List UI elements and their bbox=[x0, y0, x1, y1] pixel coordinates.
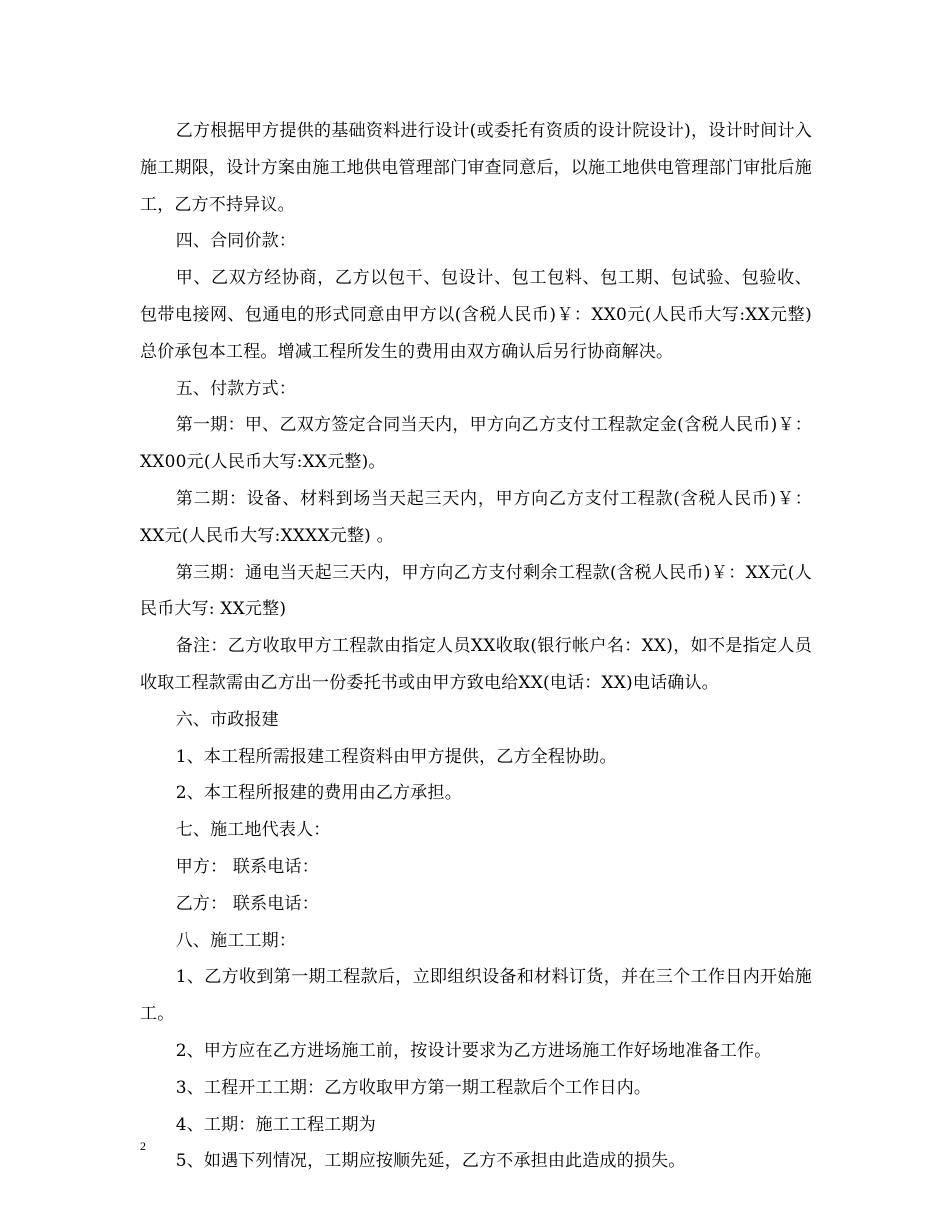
paragraph-period-item-5: 5、如遇下列情况，工期应按顺先延，乙方不承担由此造成的损失。 bbox=[175, 1151, 686, 1172]
paragraph-period-item-2: 2、甲方应在乙方进场施工前，按设计要求为乙方进场施工作好场地准备工作。 bbox=[175, 1040, 772, 1061]
paragraph-contract-price: 甲、乙双方经协商，乙方以包干、包设计、包工包料、包工期、包试验、包验收、包带电接网、包通电的形式同意由甲方以(含税人民币)￥：XX0元(人民币大写:XX元整)总价承包本工程。增减工程所发生的费用由双方确认后另行协商解决。 bbox=[140, 268, 812, 362]
heading-contract-price: 四、合同价款： bbox=[175, 231, 297, 252]
paragraph-period-item-4: 4、工期：施工工程工期为 bbox=[175, 1114, 376, 1135]
paragraph-payment-phase-1: 第一期：甲、乙双方签定合同当天内，甲方向乙方支付工程款定金(含税人民币)￥：XX00元(人民币大写:XX元整)。 bbox=[140, 415, 812, 473]
paragraph-filing-item-1: 1、本工程所需报建工程资料由甲方提供，乙方全程协助。 bbox=[175, 746, 617, 767]
paragraph-filing-item-2: 2、本工程所报建的费用由乙方承担。 bbox=[175, 783, 462, 804]
page-number: 2 bbox=[140, 1139, 146, 1153]
paragraph-payment-phase-3: 第三期：通电当天起三天内，甲方向乙方支付剩余工程款(含税人民币)￥：XX元(人民币大写: XX元整) bbox=[140, 562, 812, 620]
paragraph-party-b-contact: 乙方： 联系电话： bbox=[175, 893, 319, 914]
paragraph-design-clause: 乙方根据甲方提供的基础资料进行设计(或委托有资质的设计院设计)，设计时间计入施工期限，设计方案由施工地供电管理部门审查同意后，以施工地供电管理部门审批后施工，乙方不持异议。 bbox=[140, 121, 812, 215]
paragraph-payment-note: 备注：乙方收取甲方工程款由指定人员XX收取(银行帐户名：XX)，如不是指定人员收取工程款需由乙方出一份委托书或由甲方致电给XX(电话：XX)电话确认。 bbox=[140, 636, 812, 693]
heading-construction-period: 八、施工工期： bbox=[175, 930, 297, 951]
paragraph-period-item-1: 1、乙方收到第一期工程款后，立即组织设备和材料订货，并在三个工作日内开始施工。 bbox=[140, 967, 812, 1025]
paragraph-payment-phase-2: 第二期：设备、材料到场当天起三天内，甲方向乙方支付工程款(含税人民币)￥：XX元(人民币大写:XXXX元整) 。 bbox=[140, 488, 812, 546]
heading-payment-method: 五、付款方式： bbox=[175, 378, 297, 399]
paragraph-party-a-contact: 甲方： 联系电话： bbox=[175, 856, 319, 877]
heading-site-representative: 七、施工地代表人： bbox=[175, 820, 331, 841]
document-body bbox=[140, 113, 812, 1180]
heading-municipal-filing: 六、市政报建 bbox=[175, 709, 279, 730]
paragraph-period-item-3: 3、工程开工工期：乙方收取甲方第一期工程款后个工作日内。 bbox=[175, 1077, 652, 1098]
